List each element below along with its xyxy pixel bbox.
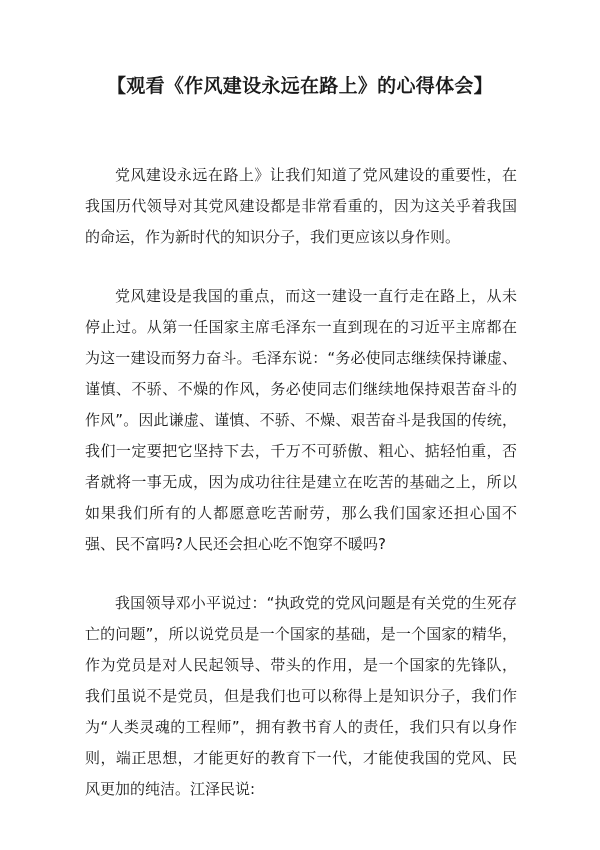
paragraph-3: 我国领导邓小平说过：“执政党的党风问题是有关党的生死存亡的问题”，所以说党员是一个国家的基础，是一个国家的精华，作为党员是对人民起领导、带头的作用，是一个国家的先锋队，我们虽说不是党员，但是我们也可以称得上是知识分子，我们作为“人类灵魂的工程师”，拥有教书育人的责任，我们只有以身作则，端正思想，才能更好的教育下一代，才能使我国的党风、民风更加的纯洁。江泽民说: [85, 594, 517, 798]
document-title: 【观看《作风建设永远在路上》的心得体会】 [106, 75, 493, 97]
paragraph-1: 党风建设永远在路上》让我们知道了党风建设的重要性，在我国历代领导对其党风建设都是非常看重的，因为这关乎着我国的命运，作为新时代的知识分子，我们更应该以身作则。 [85, 166, 517, 246]
paragraph-2: 党风建设是我国的重点，而这一建设一直行走在路上，从未停止过。从第一任国家主席毛泽东一直到现在的习近平主席都在为这一建设而努力奋斗。毛泽东说：“务必使同志继续保持谦虚、谨慎、不骄、不燥的作风，务必使同志们继续地保持艰苦奋斗的作风”。因此谦虚、谨慎、不骄、不燥、艰苦奋斗是我国的传统，我们一定要把它坚持下去，千万不可骄傲、粗心、掂轻怕重，否者就将一事无成，因为成功往往是建立在吃苦的基础之上，所以如果我们所有的人都愿意吃苦耐劳，那么我们国家还担心国不强、民不富吗?人民还会担心吃不饱穿不暖吗? [85, 287, 517, 553]
document-body [85, 160, 517, 833]
